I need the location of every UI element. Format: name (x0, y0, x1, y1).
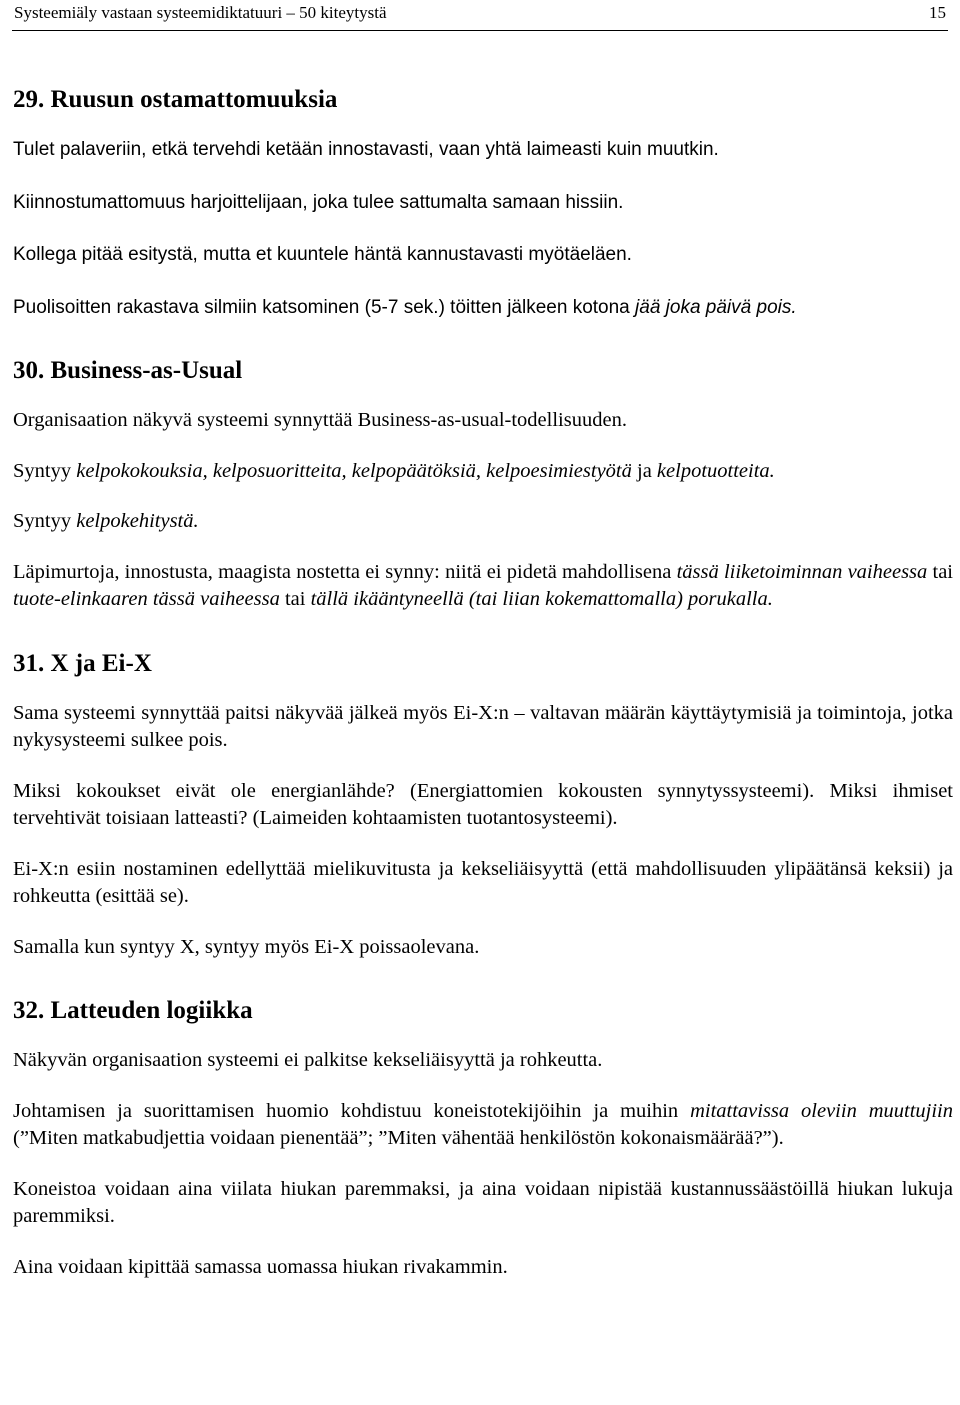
section-heading: 32. Latteuden logiikka (13, 997, 253, 1024)
paragraph: Organisaation näkyvä systeemi synnyttää Business-as-usual-todellisuuden. (13, 409, 627, 431)
section-heading: 31. X ja Ei-X (13, 649, 152, 677)
paragraph: Koneistoa voidaan aina viilata hiukan paremmaksi, ja aina voidaan nipistää kustannussäästöillä hiukan lukuja paremmiksi. (13, 1177, 953, 1227)
text-run: Läpimurtoja, innostusta, maagista nostetta ei synny: niitä ei pidetä mahdollisena (13, 560, 677, 583)
italic-text-run: tällä ikääntyneellä (tai liian kokemattomalla) porukalla. (310, 588, 773, 610)
italic-text-run: kelpokehitystä. (76, 510, 199, 532)
paragraph: Ei-X:n esiin nostaminen edellyttää mielikuvitusta ja kekseliäisyyttä (että mahdollisuuden ylipäätänsä keksii) ja rohkeutta (esittää se). (13, 857, 953, 907)
page-number: 15 (929, 3, 946, 22)
paragraph (13, 458, 953, 486)
paragraph: Kiinnostumattomuus harjoittelijaan, joka tulee sattumalta samaan hissiin. (13, 191, 624, 213)
text-run: tai (279, 588, 311, 610)
paragraph: Kollega pitää esitystä, mutta et kuuntele häntä kannustavasti myötäeläen. (13, 244, 632, 265)
text-run: Puolisoitten rakastava silmiin katsominen (5-7 sek.) töitten jälkeen kotona (13, 296, 636, 318)
page-header (12, 0, 948, 31)
paragraph: Samalla kun syntyy X, syntyy myös Ei-X poissaolevana. (13, 935, 480, 958)
text-run: Syntyy (13, 459, 77, 482)
document-title: Systeemiäly vastaan systeemidiktatuuri – 50 kiteytystä (14, 3, 387, 22)
paragraph: Aina voidaan kipittää samassa uomassa hiukan rivakammin. (13, 1255, 508, 1278)
text-run: Johtamisen ja suorittamisen huomio kohdistuu koneistotekijöihin ja muihin (13, 1099, 691, 1122)
italic-text-run: kelpokokouksia, kelposuoritteita, kelpopäätöksiä, kelpoesimiestyötä (76, 459, 632, 482)
paragraph: Sama systeemi synnyttää paitsi näkyvää jälkeä myös Ei-X:n – valtavan määrän käyttäytymisiä ja toimintoja, jotka nykysysteemi sulkee pois. (13, 701, 953, 751)
text-run: tai (927, 560, 953, 583)
paragraph (13, 294, 953, 322)
italic-text-run: kelpotuotteita. (656, 459, 775, 482)
text-run: ja (631, 459, 657, 482)
paragraph: Näkyvän organisaation systeemi ei palkitse kekseliäisyyttä ja rohkeutta. (13, 1049, 603, 1071)
italic-text-run: tuote-elinkaaren tässä vaiheessa (13, 588, 280, 610)
text-run: (”Miten matkabudjettia voidaan pienentää”; ”Miten vähentää henkilöstön kokonaismäärää?”). (13, 1127, 784, 1149)
italic-text-run: tässä liiketoiminnan vaiheessa (676, 560, 928, 583)
text-run: Syntyy (13, 510, 77, 532)
paragraph (13, 1098, 953, 1153)
section-heading: 29. Ruusun ostamattomuuksia (13, 86, 338, 113)
paragraph (13, 559, 953, 614)
paragraph: Tulet palaveriin, etkä tervehdi ketään innostavasti, vaan yhtä laimeasti kuin muutkin. (13, 139, 719, 160)
paragraph (13, 508, 953, 536)
italic-text-run: jää joka päivä pois. (635, 296, 797, 318)
section-heading: 30. Business-as-Usual (13, 357, 243, 384)
paragraph: Miksi kokoukset eivät ole energianlähde? (Energiattomien kokousten synnytyssysteemi). Miksi ihmiset tervehtivät toisiaan latteasti? (Laimeiden kohtaamisten tuotantosysteemi). (13, 779, 953, 829)
page-content (13, 82, 953, 1304)
italic-text-run: mitattavissa oleviin muuttujiin (690, 1099, 953, 1122)
